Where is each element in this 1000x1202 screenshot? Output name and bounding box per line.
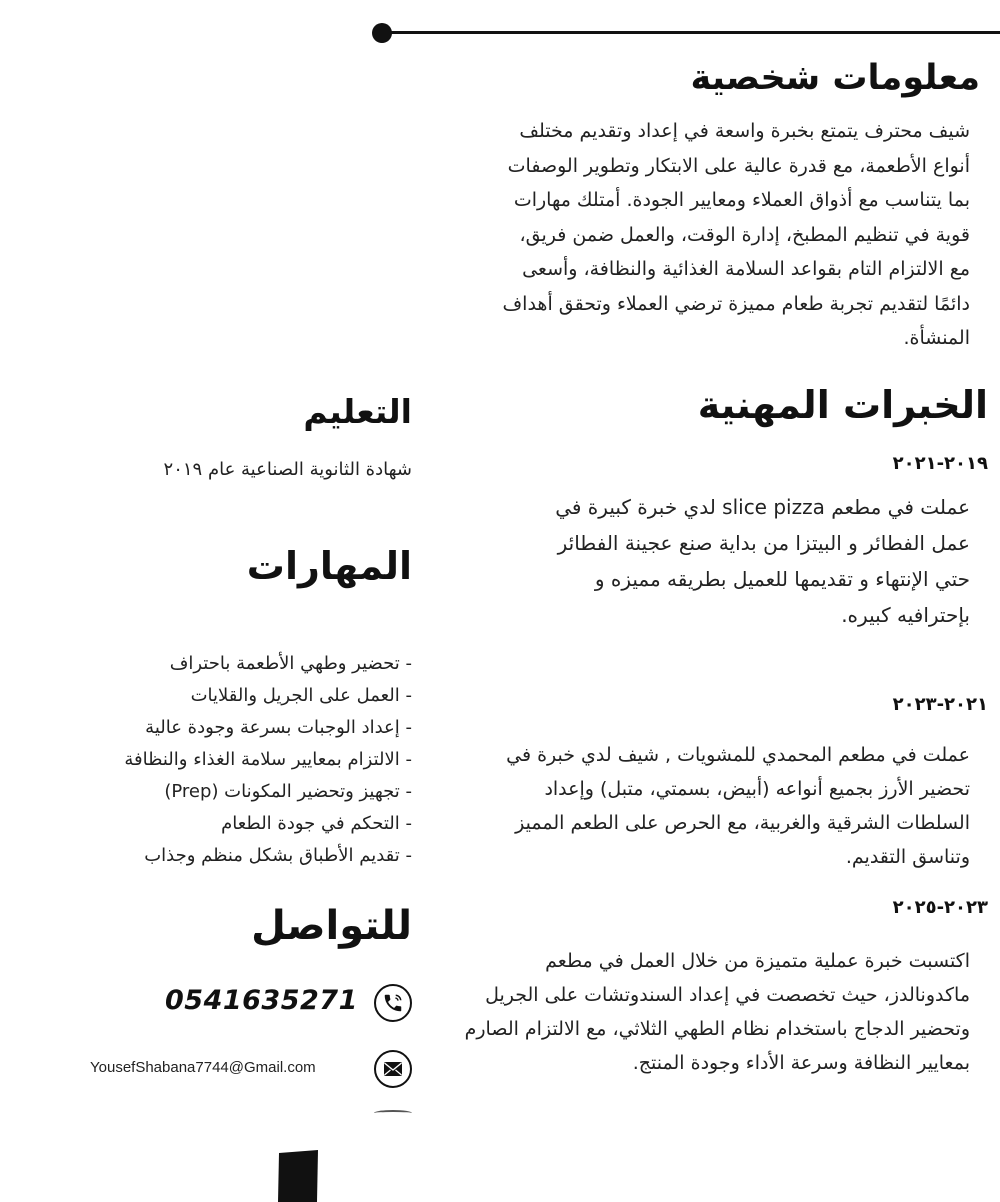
header-divider-dot — [372, 23, 392, 43]
education-title: التعليم — [303, 392, 412, 431]
phone-icon-circle — [374, 984, 412, 1022]
phone-icon — [382, 992, 404, 1014]
experience-years-2: ٢٠٢١-٢٠٢٣ — [892, 694, 988, 715]
skill-item: - إعداد الوجبات بسرعة وجودة عالية — [145, 717, 412, 738]
header-divider-line — [384, 31, 1000, 34]
mail-icon — [383, 1061, 403, 1077]
skills-list — [124, 648, 412, 872]
experience-years-3: ٢٠٢٣-٢٠٢٥ — [892, 897, 988, 918]
experience-text-2: عملت في مطعم المحمدي للمشويات , شيف لدي خبرة في تحضير الأرز بجميع أنواعه (أبيض، بسمتي، متبل) وإعداد السلطات الشرقية والغربية، مع الحرص على الطعم المميز وتناسق التقديم. — [506, 744, 970, 868]
email-address[interactable]: YousefShabana7744@Gmail.com — [90, 1059, 316, 1076]
education-text: شهادة الثانوية الصناعية عام ٢٠١٩ — [163, 459, 412, 480]
experience-years-1: ٢٠١٩-٢٠٢١ — [892, 453, 988, 474]
skill-item: - تحضير وطهي الأطعمة باحتراف — [169, 653, 412, 674]
mail-icon-circle — [374, 1050, 412, 1088]
experience-title: الخبرات المهنية — [697, 383, 988, 427]
personal-info-text: شيف محترف يتمتع بخبرة واسعة في إعداد وتقديم مختلف أنواع الأطعمة، مع قدرة عالية على الابتكار وتطوير الوصفات بما يتناسب مع أذواق العملاء ومعايير الجودة. أمتلك مهارات قوية في تنظيم المطبخ، إدارة الوقت، والعمل ضمن فريق، مع الالتزام التام بقواعد السلامة الغذائية والنظافة، وأسعى دائمًا لتقديم تجربة طعام مميزة ترضي العملاء وتحقق أهداف المنشأة. — [502, 120, 970, 349]
experience-text-3: اكتسبت خبرة عملية متميزة من خلال العمل في مطعم ماكدونالدز، حيث تخصصت في إعداد السندوتشات على الجريل وتحضير الدجاج باستخدام نظام الطهي الثلاثي، مع الالتزام الصارم بمعايير النظافة وسرعة الأداء وجودة المنتج. — [464, 950, 970, 1074]
decorative-black-shape — [276, 1150, 321, 1202]
skill-item: - تقديم الأطباق بشكل منظم وجذاب — [144, 845, 412, 866]
cropped-icon-circle — [374, 1110, 412, 1116]
contact-title: للتواصل — [251, 903, 412, 949]
skill-item: - الالتزام بمعايير سلامة الغذاء والنظافة — [124, 749, 412, 770]
skills-title: المهارات — [246, 544, 412, 588]
skill-item: - تجهيز وتحضير المكونات (Prep) — [164, 781, 412, 802]
skill-item: - التحكم في جودة الطعام — [221, 813, 412, 834]
experience-text-1: عملت في مطعم slice pizza لدي خبرة كبيرة في عمل الفطائر و البيتزا من بداية صنع عجينة الفطائر حتي الإنتهاء و تقديمها للعميل بطريقه مميزه و بإحترافيه كبيره. — [555, 495, 970, 627]
personal-info-title: معلومات شخصية — [690, 58, 980, 98]
skill-item: - العمل على الجريل والقلايات — [190, 685, 412, 706]
phone-number[interactable]: 0541635271 — [165, 985, 358, 1016]
